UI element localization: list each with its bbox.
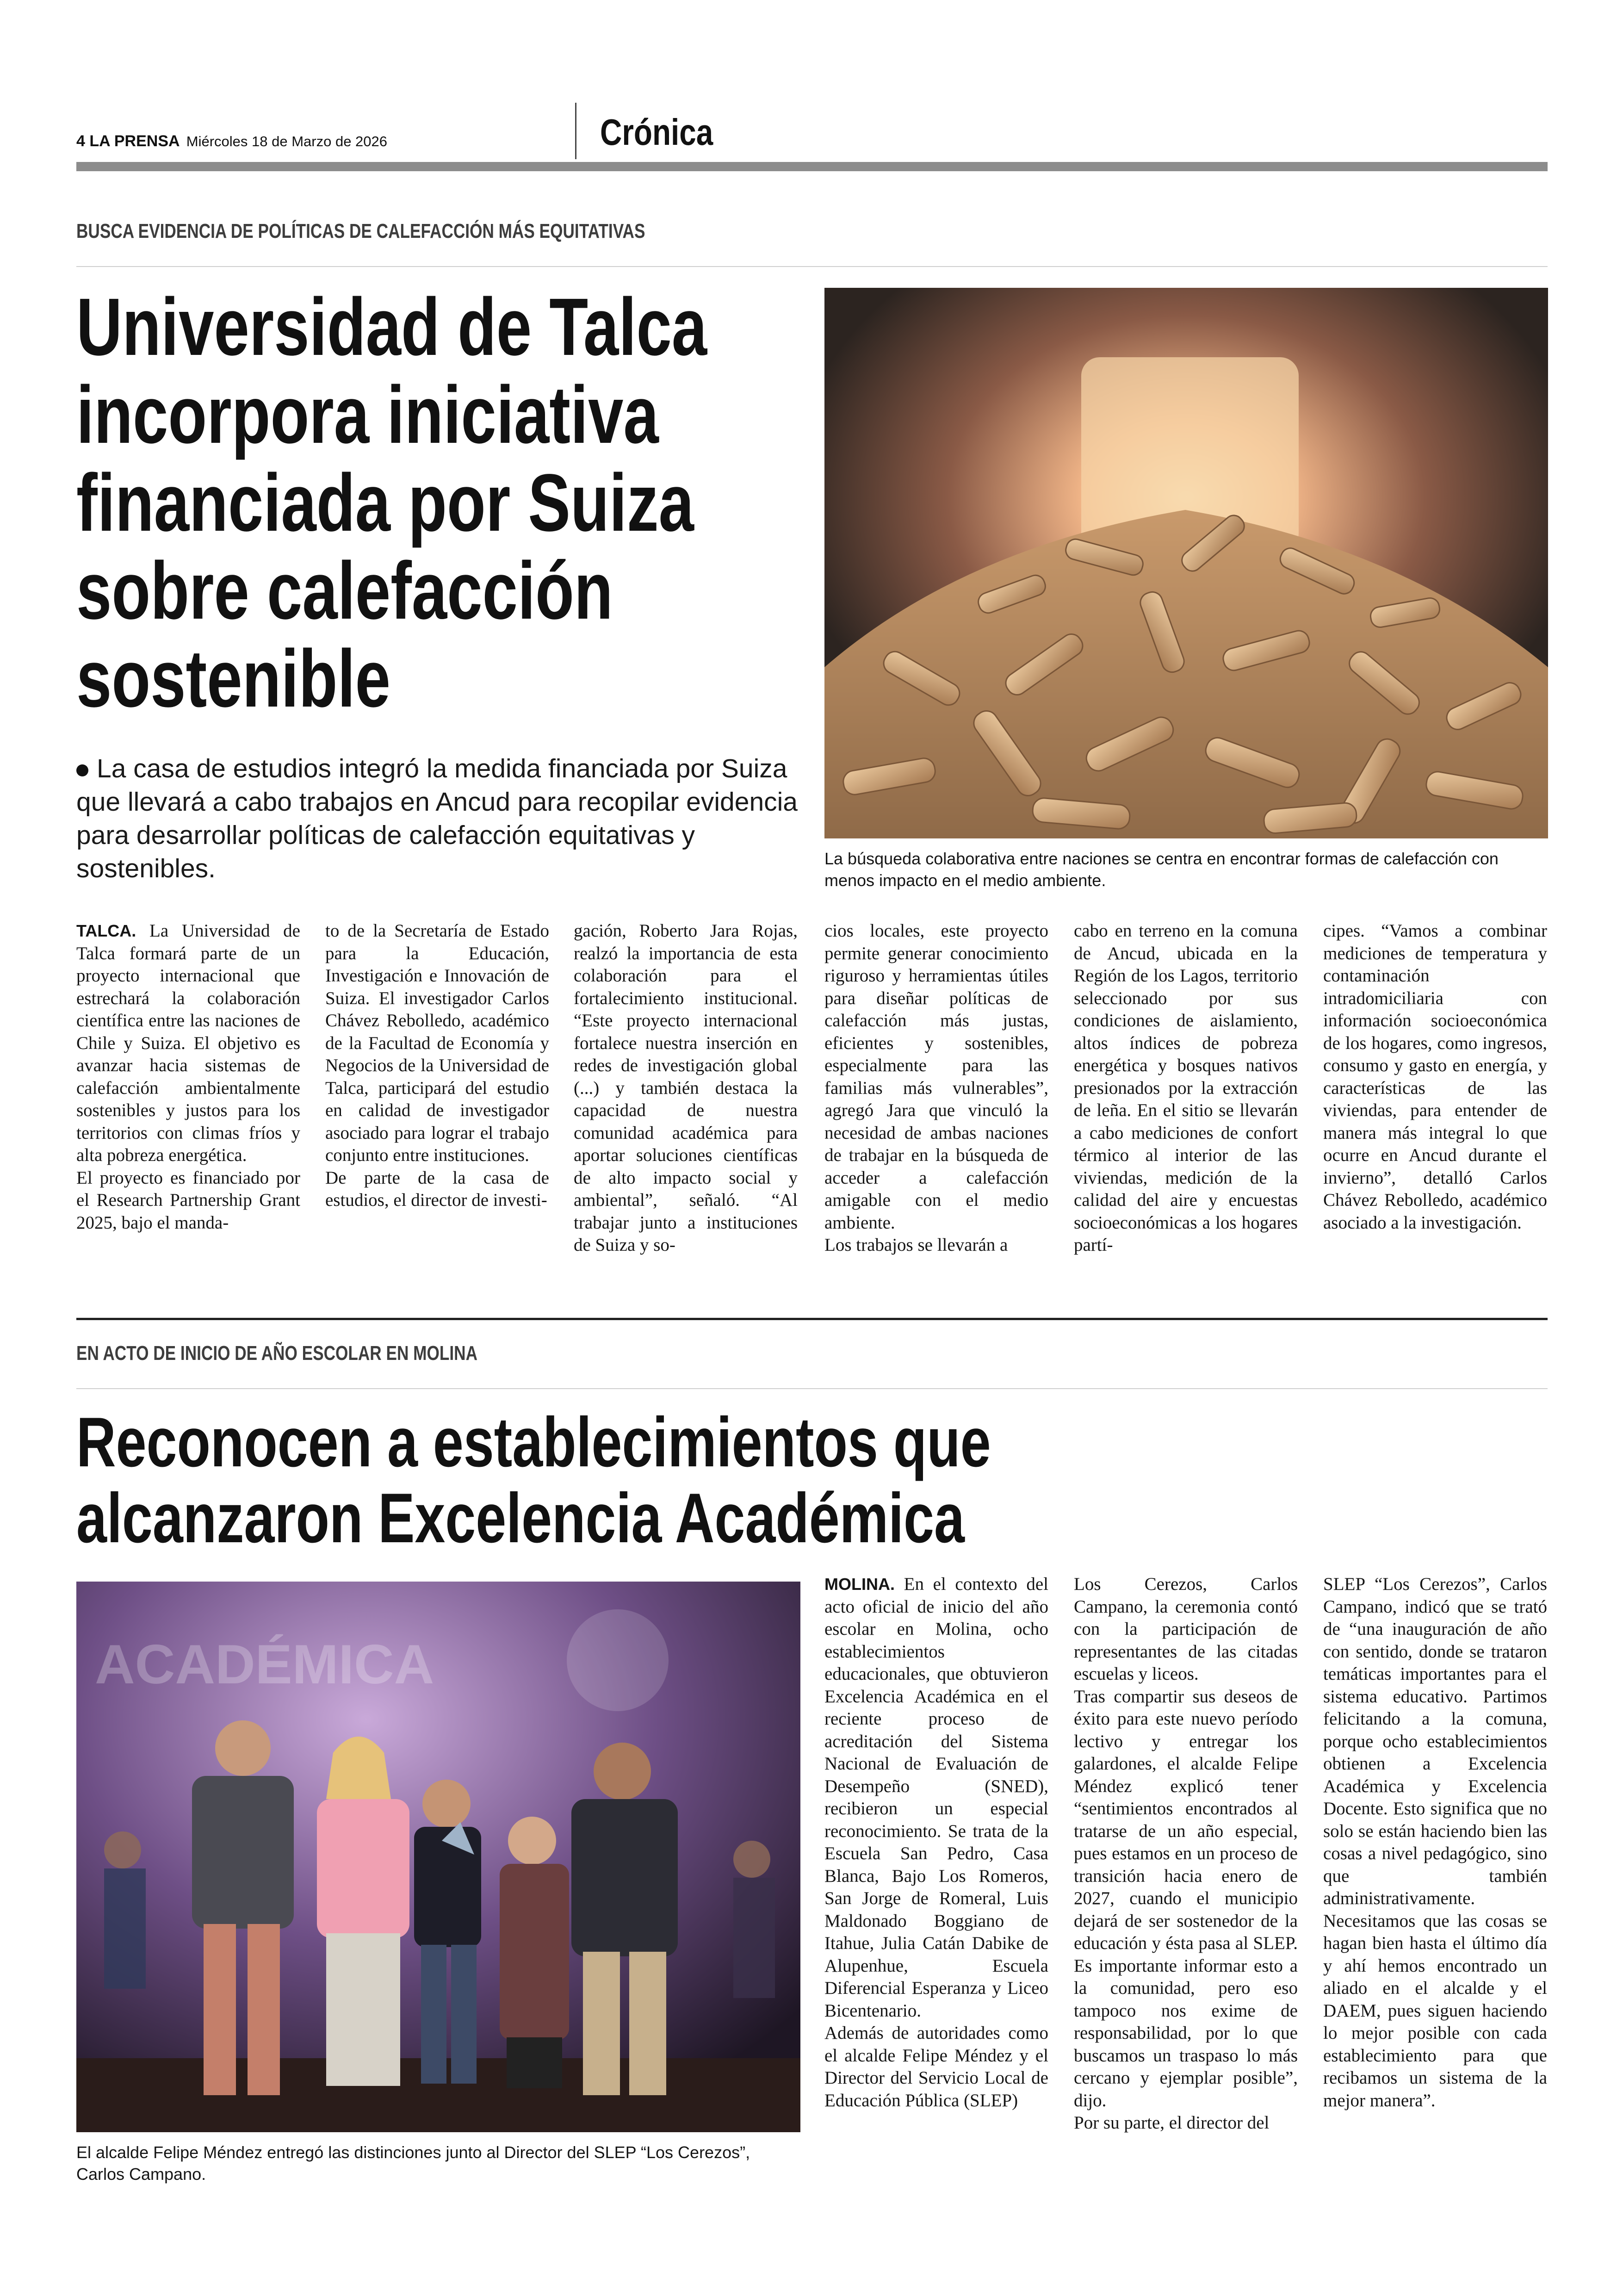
paragraph: De parte de la casa de estudios, el director de investi- [325,1167,549,1210]
article1-headline [76,283,798,723]
headline-line: alcanzaron Excelencia Académica [76,1479,965,1558]
paragraph: En el contexto del acto oficial de inicio del año escolar en Molina, ocho establecimientos educacionales, que obtuvieron Excelencia Académica en el reciente proceso de acreditación del Sistema Nacional de Evaluación de Desempeño (SNED), recibieron un especial reconocimiento. Se trata de la Escuela San Pedro, Casa Blanca, Bajo Los Romeros, San Jorge de Romeral, Luis Maldonado Boggiano de Itahue, Julia Catán Dabike de Alupenhue, Escuela Diferencial Esperanza y Liceo Bicentenario. [824,1574,1049,2021]
article1-column-3 [574,920,798,1257]
publication-name: LA PRENSA [89,132,180,150]
article2-column-2 [1074,1573,1298,2135]
article1-column-1 [76,920,300,1234]
bullet-icon [76,764,88,776]
article2-column-1 [824,1573,1048,2112]
page-number: 4 [76,132,85,150]
headline-line: Universidad de Talca [76,282,707,372]
article2-kicker-rule [76,1388,1548,1389]
headline-line: incorpora iniciativa [76,370,659,460]
headline-line: sostenible [76,633,390,724]
article-separator [76,1318,1548,1320]
wood-pellets-photo [824,288,1548,838]
subhead-text: La casa de estudios integró la medida financiada por Suiza que llevará a cabo trabajos en Ancud para recopilar evidencia para desarrollar políticas de calefacción equitativas y sostenibles. [76,754,798,883]
paragraph: cios locales, este proyecto permite generar conocimiento riguroso y herramientas útiles para diseñar políticas de calefacción más justas, eficientes y sostenibles, especialmente para las familias más vulnerables”, agregó Jara que vinculó la necesidad de ambas naciones de trabajar en la búsqueda de acceder a calefacción amigable con el medio ambiente. [824,921,1048,1233]
paragraph: Los Cerezos, Carlos Campano, la ceremonia contó con la participación de representantes de las citadas escuelas y liceos. [1074,1574,1298,1684]
dateline: TALCA. [76,921,136,940]
pellets-illustration [824,288,1548,838]
article2-kicker: EN ACTO DE INICIO DE AÑO ESCOLAR EN MOLINA [76,1342,478,1365]
paragraph: El proyecto es financiado por el Research Partnership Grant 2025, bajo el manda- [76,1167,300,1233]
article1-kicker-rule [76,266,1548,267]
paragraph: cabo en terreno en la comuna de Ancud, ubicada en la Región de los Lagos, territorio seleccionado por sus condiciones de aislamiento, altos índices de pobreza energética y bosques nativos presionados por la extracción de leña. En el sitio se llevarán a cabo mediciones de confort térmico al interior de las viviendas, medición de la calidad del aire y encuestas socioeconómicas a los hogares partí- [1074,921,1298,1255]
award-ceremony-photo [76,1582,800,2132]
article2-headline [76,1404,1548,1556]
headline-line: Reconocen a establecimientos que [76,1403,991,1482]
paragraph: cipes. “Vamos a combinar mediciones de temperatura y contaminación intradomiciliaria con información socioeconómica de los hogares, como ingresos, consumo y gasto en energía, y características de las viviendas, para entender de manera más integral lo que ocurre en Ancud durante el invierno”, detalló Carlos Chávez Rebolledo, académico asociado a la investigación. [1323,921,1547,1233]
article1-column-6 [1323,920,1547,1234]
paragraph: Además de autoridades como el alcalde Felipe Méndez y el Director del Servicio Local de Educación Pública (SLEP) [824,2023,1048,2110]
article1-column-2 [325,920,549,1212]
section-title: Crónica [600,112,713,153]
paragraph: gación, Roberto Jara Rojas, realzó la importancia de esta colaboración para el fortalecimiento institucional. “Este proyecto internacional fortalece nuestra inserción en redes de investigación global (...) y también destaca la capacidad de nuestra comunidad académica para aportar soluciones científicas de alto impacto social y ambiental”, señaló. “Al trabajar junto a instituciones de Suiza y so- [574,921,798,1255]
article1-subhead [76,752,798,885]
paragraph: Por su parte, el director del [1074,2113,1270,2133]
header-divider [575,103,576,159]
issue-date: Miércoles 18 de Marzo de 2026 [186,133,388,149]
ceremony-illustration [76,1582,800,2132]
svg-text:ACADÉMICA: ACADÉMICA [95,1633,434,1695]
paragraph: SLEP “Los Cerezos”, Carlos Campano, indicó que se trató de “una inauguración de año con sentido, donde se trataron temáticas importantes para el sistema educativo. Partimos felicitando a la comuna, porque ocho establecimientos obtienen a Excelencia Académica y Excelencia Docente. Esto significa que no solo se están haciendo bien las cosas a nivel pedagógico, sino que también administrativamente. Necesitamos que las cosas se hagan bien hasta el último día y ahí hemos encontrado un aliado en el alcalde y el DAEM, pues siguen haciendo lo mejor posible con cada establecimiento para que recibamos un sistema de la mejor manera”. [1323,1574,1547,2110]
paragraph: La Universidad de Talca formará parte de un proyecto internacional que estrechará la colaboración científica entre las naciones de Chile y Suiza. El objetivo es avanzar hacia sistemas de calefacción ambientalmente sostenibles y justos para los territorios con climas fríos y alta pobreza energética. [76,921,300,1165]
article1-photo-caption: La búsqueda colaborativa entre naciones se centra en encontrar formas de calefacción con menos impacto en el medio ambiente. [824,849,1499,890]
article1-column-5 [1074,920,1298,1257]
article2-column-3 [1323,1573,1547,2112]
paragraph: Los trabajos se llevarán a [824,1235,1008,1255]
article1-column-4 [824,920,1048,1257]
headline-line: sobre calefacción [76,546,613,636]
paragraph: to de la Secretaría de Estado para la Educación, Investigación e Innovación de Suiza. El investigador Carlos Chávez Rebolledo, académico de la Facultad de Economía y Negocios de la Universidad de Talca, participará del estudio en calidad de investigador asociado para lograr el trabajo conjunto entre instituciones. [325,921,549,1165]
page-folio [76,132,387,150]
paragraph: Tras compartir sus deseos de éxito para este nuevo período lectivo y entregar los galardones, el alcalde Felipe Méndez explicó tener “sentimientos encontrados al tratarse de un año especial, pues estamos en un proceso de transición hacia enero de 2027, cuando el municipio dejará de ser sostenedor de la educación y ésta pasa al SLEP. Es importante informar esto a la comunidad, pero eso tampoco nos exime de responsabilidad, por lo que buscamos un traspaso lo más cercano y ejemplar posible”, dijo. [1074,1686,1298,2110]
article1-kicker: BUSCA EVIDENCIA DE POLÍTICAS DE CALEFACCIÓN MÁS EQUITATIVAS [76,220,645,242]
headline-line: financiada por Suiza [76,458,694,548]
article2-photo-caption: El alcalde Felipe Méndez entregó las distinciones junto al Director del SLEP “Los Cerezos”, Carlos Campano. [76,2143,750,2184]
header-bar [76,162,1548,171]
dateline: MOLINA. [824,1575,895,1594]
